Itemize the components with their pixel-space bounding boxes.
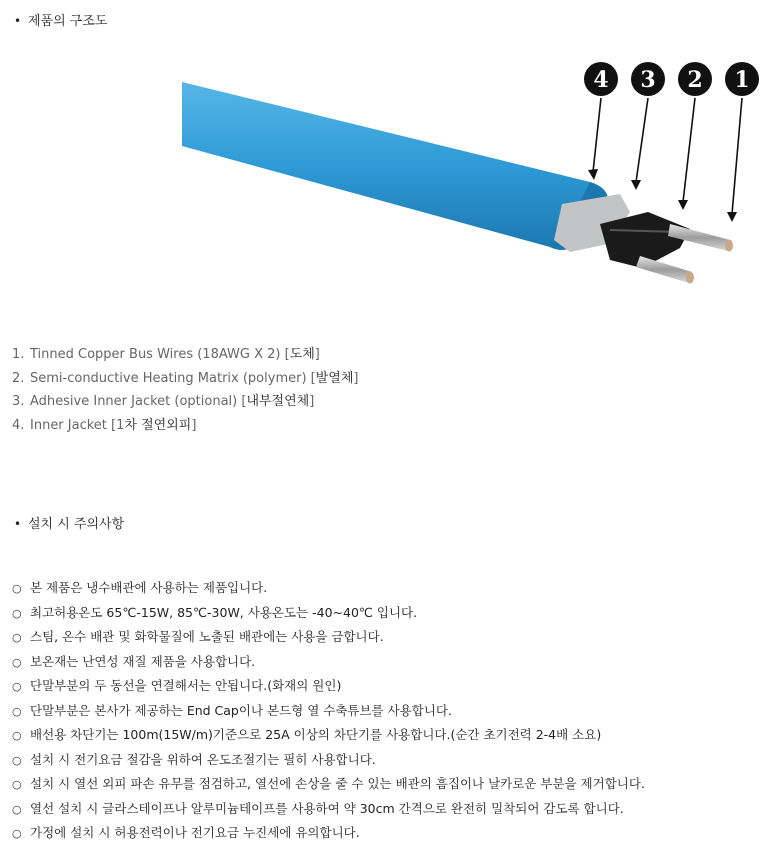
list-item: ○ 배선용 차단기는 100m(15W/m)기준으로 25A 이상의 차단기를 사용합니다.(순간 초기전력 2-4배 소요) xyxy=(12,727,602,742)
list-item: ○ 보온재는 난연성 재질 제품을 사용합니다. xyxy=(12,653,256,669)
wire-tip-lower xyxy=(686,272,694,284)
list-item: ○ 스팀, 온수 배관 및 화학물질에 노출된 배관에는 사용을 금합니다. xyxy=(12,629,384,644)
list-item: 1. Tinned Copper Bus Wires (18AWG X 2) [도체] xyxy=(12,347,320,362)
bus-wire-lower xyxy=(636,256,692,283)
bullet-dot: • xyxy=(14,14,22,28)
bullet-dot: • xyxy=(14,517,22,531)
list-item: 3. Adhesive Inner Jacket (optional) [내부절연체] xyxy=(12,394,315,409)
list-item: ○ 설치 시 열선 외피 파손 유무를 점검하고, 열선에 손상을 줄 수 있는 배관의 흠집이나 날카로운 부분을 제거합니다. xyxy=(12,776,645,791)
list-item: ○ 가정에 설치 시 허용전력이나 전기요금 누진세에 유의합니다. xyxy=(12,825,360,840)
label-2-text: 2 xyxy=(687,67,703,93)
caution-list xyxy=(12,576,645,846)
list-item: ○ 본 제품은 냉수배관에 사용하는 제품입니다. xyxy=(12,580,268,595)
list-item: ○ 최고허용온도 65℃-15W, 85℃-30W, 사용온도는 -40~40℃ 입니다. xyxy=(12,604,418,620)
list-item: ○ 단말부분은 본사가 제공하는 End Cap이나 본드형 열 수축튜브를 사용합니다. xyxy=(12,702,452,718)
label-badge-1 xyxy=(725,62,759,96)
list-item: ○ 단말부분의 두 동선을 연결해서는 안됩니다.(화재의 원인) xyxy=(12,678,342,693)
structure-title-text: 제품의 구조도 xyxy=(28,14,108,29)
list-item: 2. Semi-conductive Heating Matrix (polymer) [발열체] xyxy=(12,370,359,386)
list-item: ○ 설치 시 전기요금 절감을 위하여 온도조절기는 필히 사용합니다. xyxy=(12,751,376,767)
wire-tip-upper xyxy=(725,240,733,252)
list-item: ○ 열선 설치 시 글라스테이프나 알루미늄테이프를 사용하여 약 30cm 간격으로 완전히 밀착되어 감도록 합니다. xyxy=(12,800,624,816)
label-badge-2 xyxy=(678,62,712,96)
section-caution-title xyxy=(14,513,124,532)
list-item: 4. Inner Jacket [1차 절연외피] xyxy=(12,417,197,433)
section-structure-title xyxy=(14,10,107,29)
caution-title-text: 설치 시 주의사항 xyxy=(28,517,125,532)
cable-structure-diagram xyxy=(170,54,770,304)
parts-list xyxy=(12,343,359,437)
label-3-text: 3 xyxy=(640,67,656,93)
label-badge-3 xyxy=(631,62,665,96)
label-badge-4 xyxy=(584,62,618,96)
label-1-text: 1 xyxy=(734,67,750,93)
outer-jacket xyxy=(182,82,608,250)
label-4-text: 4 xyxy=(593,67,609,93)
